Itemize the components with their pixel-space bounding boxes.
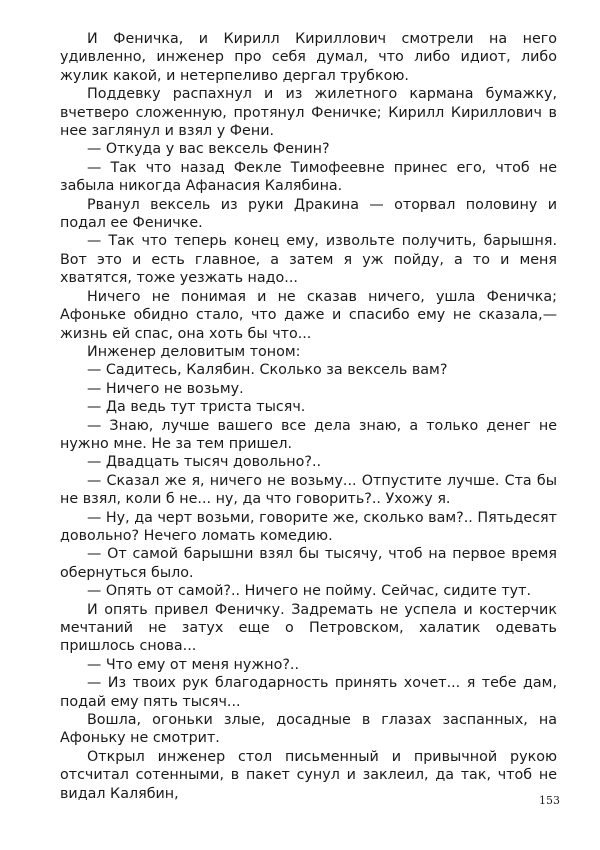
paragraph: Инженер деловитым тоном: xyxy=(87,343,301,360)
paragraph: — Опять от самой?.. Ничего не пойму. Сейчас, сидите тут. xyxy=(87,583,532,600)
paragraph: — От самой барышни взял бы тысячу, чтоб на первое время обернуться было. xyxy=(60,546,557,581)
page-number: 153 xyxy=(539,794,560,807)
paragraph: — Знаю, лучше вашего все дела знаю, а только денег не нужно мне. Не за тем пришел. xyxy=(60,417,557,452)
paragraph: — Так что назад Фекле Тимофеевне принес его, чтоб не забыла никогда Афанасия Калябина. xyxy=(60,159,557,195)
paragraph: Рванул вексель из руки Дракина — оторвал половину и подал ее Феничке. xyxy=(60,196,557,232)
paragraph: Открыл инженер стол письменный и привычной рукою отсчитал сотенными, в пакет сунул и заклеил, да так, чтоб не видал Калябин, xyxy=(60,748,557,802)
paragraph: И Феничка, и Кирилл Кириллович смотрели на него удивленно, инженер про себя думал, что либо идиот, либо жулик какой, и нетерпеливо дергал трубкою. xyxy=(60,31,557,84)
paragraph: Поддевку распахнул и из жилетного кармана бумажку, вчетверо сложенную, протянул Феничке; Кирилл Кириллович в нее заглянул и взял у Фени. xyxy=(60,86,557,140)
paragraph: — Откуда у вас вексель Фенин? xyxy=(87,141,330,158)
paragraph: — Так что теперь конец ему, извольте получить, барышня. Вот это и есть главное, а затем я уж пойду, а то и меня хватятся, тоже уезжать надо... xyxy=(60,233,557,287)
body-text xyxy=(60,30,557,803)
paragraph: Вошла, огоньки злые, досадные в глазах заспанных, на Афоньку не смотрит. xyxy=(60,712,557,747)
paragraph: — Да ведь тут триста тысяч. xyxy=(87,399,306,416)
paragraph: — Из твоих рук благодарность принять хочет... я тебе дам, подай ему пять тысяч... xyxy=(60,675,557,710)
paragraph: Ничего не понимая и не сказав ничего, ушла Феничка; Афоньке обидно стало, что даже и спасибо ему не сказала,— жизнь ей спас, она хоть бы что... xyxy=(60,288,557,342)
paragraph: И опять привел Феничку. Задремать не успела и костерчик мечтаний не затух еще о Петровском, халатик одевать пришлось снова... xyxy=(60,601,557,655)
paragraph: — Ничего не возьму. xyxy=(87,380,244,397)
paragraph: — Что ему от меня нужно?.. xyxy=(87,656,300,673)
paragraph: — Двадцать тысяч довольно?.. xyxy=(87,454,322,471)
paragraph: — Садитесь, Калябин. Сколько за вексель вам? xyxy=(87,362,448,379)
paragraph: — Ну, да черт возьми, говорите же, сколько вам?.. Пятьдесят довольно? Нечего ломать комедию. xyxy=(60,509,557,544)
paragraph: — Сказал же я, ничего не возьму... Отпустите лучше. Ста бы не взял, коли б не... ну, да что говорить?.. Ухожу я. xyxy=(60,472,557,508)
